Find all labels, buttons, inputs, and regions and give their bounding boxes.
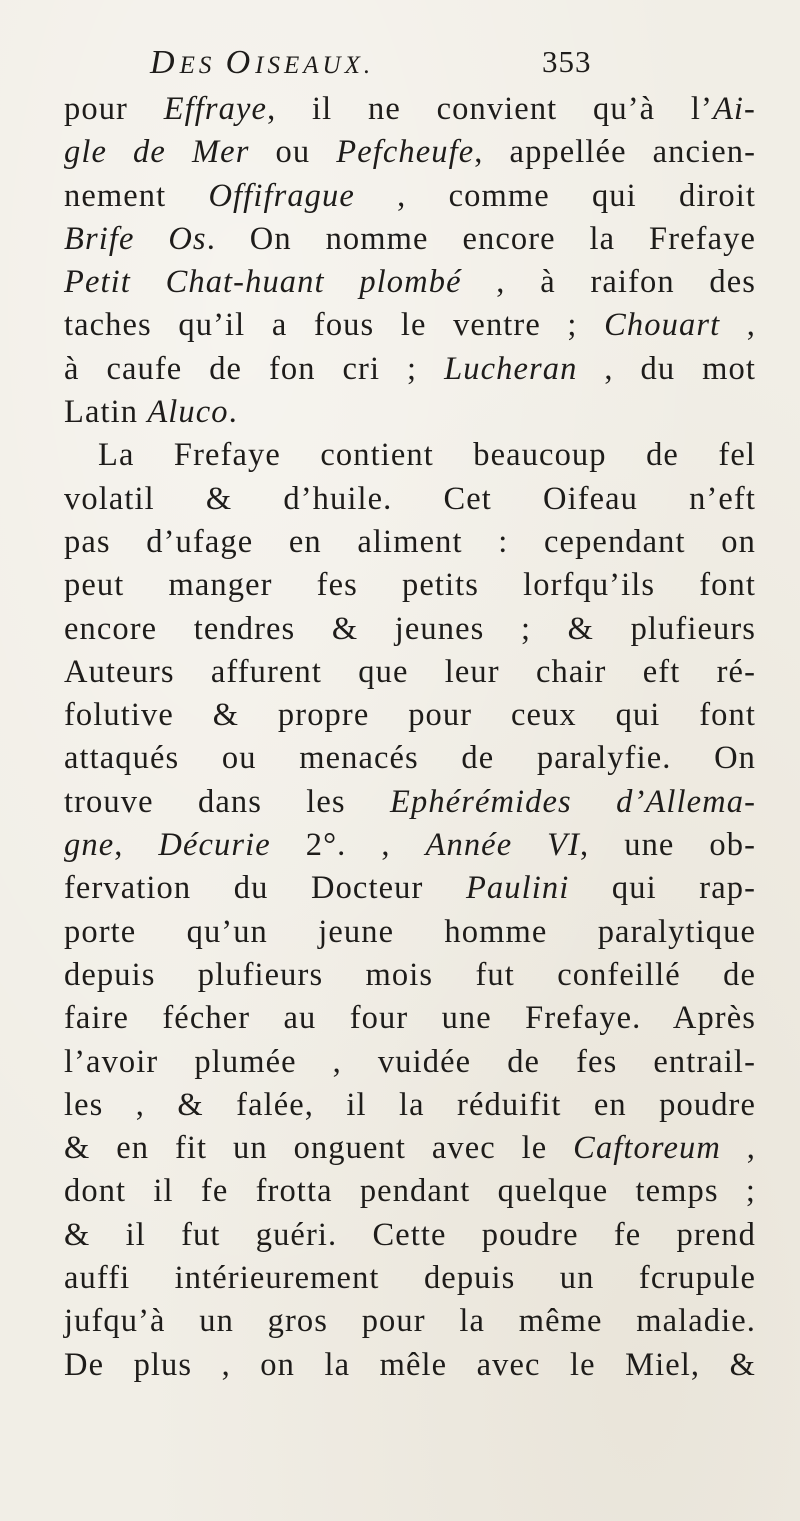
italic-run: Ai-: [712, 91, 756, 127]
text-run: Latin: [64, 394, 148, 431]
text-run: attaqués ou menacés de paralyfie. On: [64, 740, 756, 777]
running-head-title: DES OISEAUX.: [150, 44, 375, 81]
text-line: [64, 1300, 756, 1343]
page-number: 353: [542, 44, 592, 79]
text-run: folutive & propre pour ceux qui font: [64, 697, 756, 734]
text-run: 2°. ,: [270, 827, 426, 864]
italic-run: Chouart: [604, 307, 721, 344]
text-line: [64, 218, 756, 261]
body-text: [64, 88, 756, 1387]
text-run: pas d’ufage en aliment : cependant on: [64, 523, 756, 560]
text-run: les , & falée, il la réduifit en poudre: [64, 1086, 756, 1123]
text-run: , il ne convient qu’à l’: [267, 91, 713, 127]
italic-run: Lucheran: [444, 350, 578, 387]
italic-run: gne: [64, 827, 115, 864]
italic-run: Ephérémides d’Allema-: [390, 783, 756, 820]
text-run: De plus , on la mêle avec le Miel, &: [64, 1346, 756, 1383]
text-run: taches qu’il a fous le ventre ;: [64, 307, 605, 344]
italic-run: Paulini: [465, 870, 570, 907]
italic-run: Caftoreum: [573, 1130, 721, 1167]
italic-run: Petit Chat-huant plombé: [64, 264, 462, 301]
text-line: [64, 1214, 756, 1257]
text-run: ou: [249, 134, 337, 171]
text-run: ,: [114, 827, 159, 864]
running-head: [150, 44, 710, 88]
text-line: [64, 608, 756, 651]
text-line: [64, 694, 756, 737]
text-run: à caufe de fon cri ;: [64, 350, 445, 387]
text-run: l’avoir plumée , vuidée de fes entrail-: [64, 1043, 756, 1080]
text-run: pour: [64, 91, 164, 127]
italic-run: Aluco: [147, 394, 229, 431]
text-line: [64, 911, 756, 954]
text-run: Auteurs affurent que leur chair eft ré-: [64, 653, 756, 690]
text-run: , une ob-: [580, 827, 757, 864]
text-run: , du mot: [577, 350, 756, 387]
text-line: [64, 478, 756, 521]
text-run: auffi intérieurement depuis un fcrupule: [64, 1260, 756, 1297]
text-run: ,: [720, 1130, 756, 1167]
text-line: [64, 304, 756, 347]
text-run: .: [228, 394, 238, 431]
text-run: nement: [64, 177, 209, 214]
text-line: [64, 954, 756, 997]
text-line: [64, 434, 756, 477]
text-run: depuis plufieurs mois fut confeillé de: [64, 956, 756, 993]
italic-run: Brife Os: [64, 220, 207, 257]
italic-run: Offifrague: [208, 177, 355, 214]
italic-run: gle de Mer: [64, 134, 250, 171]
text-run: volatil & d’huile. Cet Oifeau n’eft: [64, 480, 756, 517]
text-run: ,: [720, 307, 756, 344]
text-line: [64, 521, 756, 564]
text-line: [64, 781, 756, 824]
text-run: , à raifon des: [461, 264, 756, 301]
text-run: fervation du Docteur: [64, 870, 466, 907]
text-run: peut manger fes petits lorfqu’ils font: [64, 567, 756, 604]
text-line: [64, 737, 756, 780]
text-line: [64, 1084, 756, 1127]
text-line: [64, 997, 756, 1040]
text-run: porte qu’un jeune homme paralytique: [64, 913, 756, 950]
text-line: [64, 88, 756, 131]
text-run: . On nomme encore la Frefaye: [206, 220, 756, 257]
italic-run: Effraye: [163, 91, 268, 127]
text-line: [64, 131, 756, 174]
text-line: [64, 261, 756, 304]
italic-run: Pefcheufe: [336, 134, 475, 171]
italic-run: Année VI: [425, 827, 581, 864]
text-run: , appellée ancien-: [474, 134, 756, 171]
text-line: [64, 1257, 756, 1300]
text-run: & il fut guéri. Cette poudre fe prend: [64, 1216, 756, 1253]
text-line: [64, 651, 756, 694]
text-run: qui rap-: [569, 870, 756, 907]
text-line: [64, 824, 756, 867]
italic-run: Décurie: [158, 827, 271, 864]
text-line: [64, 348, 756, 391]
text-line: [64, 564, 756, 607]
text-line: [64, 175, 756, 218]
text-run: , comme qui diroit: [354, 177, 757, 214]
text-line: [64, 1127, 756, 1170]
text-run: jufqu’à un gros pour la même maladie.: [64, 1303, 756, 1340]
text-line: [64, 1170, 756, 1213]
text-run: encore tendres & jeunes ; & plufieurs: [64, 610, 756, 647]
text-line: [64, 1344, 756, 1387]
text-run: & en fit un onguent avec le: [64, 1130, 574, 1167]
text-run: faire fécher au four une Frefaye. Après: [64, 1000, 756, 1037]
text-run: dont il fe frotta pendant quelque temps ;: [64, 1173, 756, 1210]
text-run: La Frefaye contient beaucoup de fel: [98, 437, 756, 474]
text-line: [64, 391, 756, 434]
text-run: trouve dans les: [64, 783, 391, 820]
text-line: [64, 1041, 756, 1084]
text-line: [64, 867, 756, 910]
